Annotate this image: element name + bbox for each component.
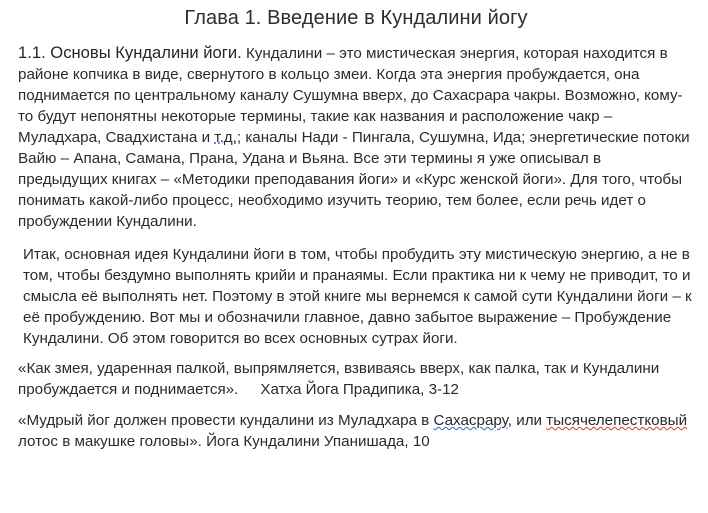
quote-text-start: «Мудрый йог должен провести кундалини из Муладхара в <box>18 412 434 429</box>
quote-source: Хатха Йога Прадипика, 3-12 <box>260 381 460 398</box>
word-thousand-petal: тысячелепестковый <box>546 412 688 429</box>
abbreviation-td: т.д. <box>214 129 237 146</box>
quote-hatha-yoga <box>18 358 694 400</box>
word-sahasraru: Сахасрару <box>433 412 508 429</box>
paragraph-intro-text-1: Кундалини – это мистическая энергия, которая находится в районе копчика в виде, свернутого в кольцо змеи. Когда эта энергия пробуждается, она поднимается по центральному каналу Сушумна вверх, до Сахасрара чакры. Возможно, кому-то будут непонятны некоторые термины, такие как названия и расположение чакр – Муладхара, Свадхистана и <box>18 45 683 146</box>
quote-text: «Как змея, ударенная палкой, выпрямляется, взвиваясь вверх, как палка, так и Кундалини пробуждается и поднимается». <box>18 360 660 398</box>
quote-text-end: лотос в макушке головы». <box>18 433 202 450</box>
chapter-title: Глава 1. Введение в Кундалини йогу <box>184 7 528 29</box>
section-heading: 1.1. Основы Кундалини йоги. <box>18 43 242 62</box>
paragraph-intro-text-2: ; каналы Нади - Пингала, Сушумна, Ида; энергетические потоки Вайю – Апана, Самана, Прана, Удана и Вьяна. Все эти термины я уже описывал в предыдущих книгах – «Методики преподавания йоги» и «Курс женской йоги». Для того, чтобы понимать какой-либо процесс, необходимо изучить теорию, тем более, если речь идет о пробуждении Кундалини. <box>18 129 690 230</box>
quote-text-mid: , или <box>507 412 547 429</box>
quote-kundalini-upanishad <box>18 410 694 452</box>
quote-source: Йога Кундалини Упанишада, 10 <box>206 433 430 450</box>
paragraph-main-idea: Итак, основная идея Кундалини йоги в том, чтобы пробудить эту мистическую энергию, а не в том, чтобы бездумно выполнять крийи и пранаямы. Если практика ни к чему не приводит, то и смысла её выполнять нет. Поэтому в этой книге мы вернемся к самой сути Кундалини йоги – к её пробуждению. Вот мы и обозначили главное, давно забытое выражение – Пробуждение Кундалини. Об этом говорится во всех основных сутрах йоги. <box>23 246 692 347</box>
paragraph-intro <box>18 42 694 232</box>
